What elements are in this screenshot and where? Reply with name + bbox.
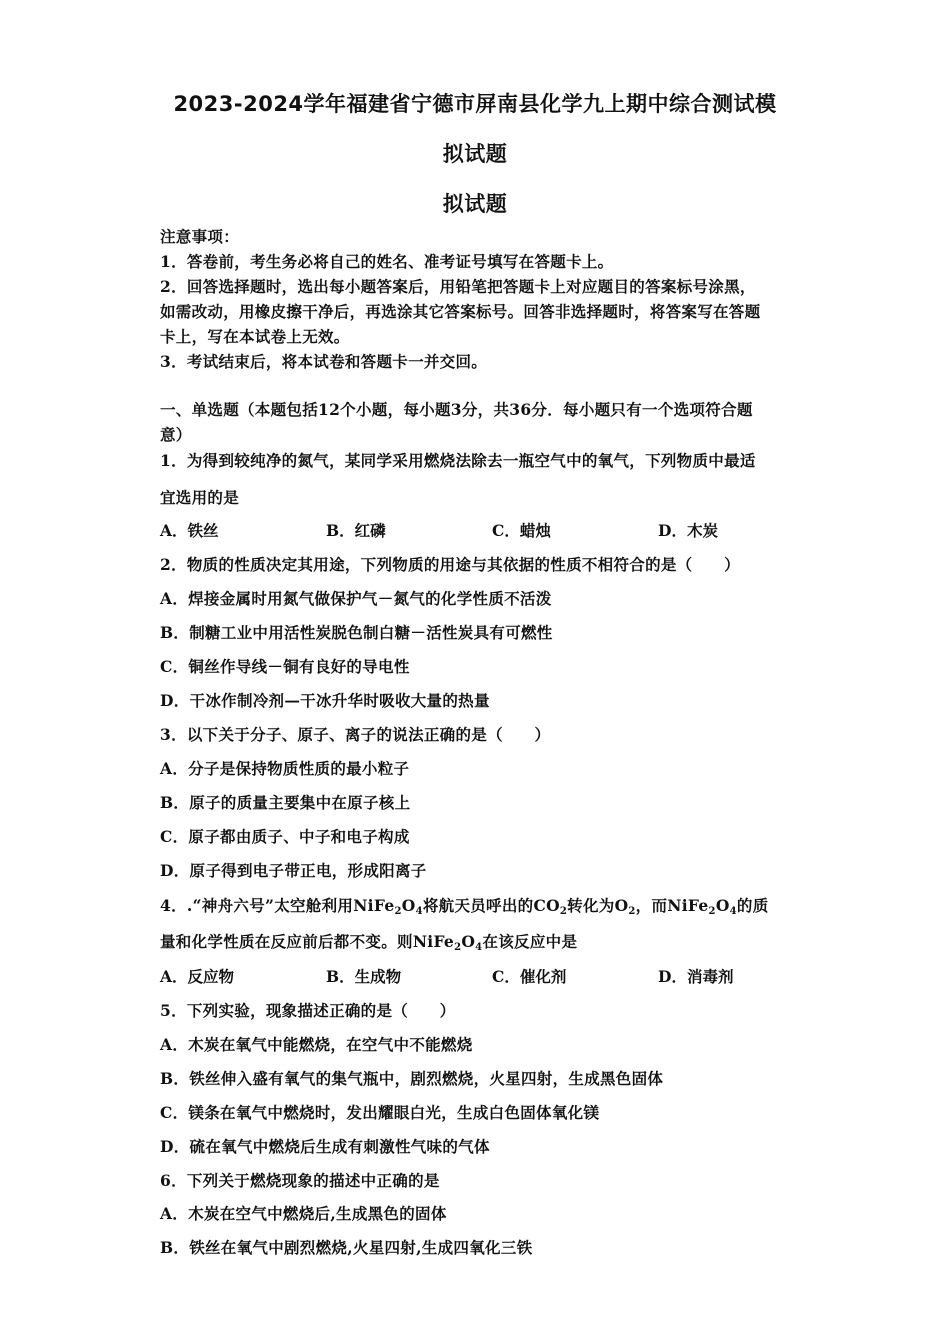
notice-item-2-line-3: 卡上，写在本试卷上无效。 — [160, 327, 350, 346]
exam-title-line-1: 2023-2024学年福建省宁德市屏南县化学九上期中综合测试模 — [173, 92, 777, 116]
q5-option-c: C．镁条在氧气中燃烧时，发出耀眼白光，生成白色固体氧化镁 — [160, 1103, 600, 1122]
exam-title-line-3: 拟试题 — [442, 192, 508, 216]
q6-stem: 6．下列关于燃烧现象的描述中正确的是 — [160, 1171, 440, 1190]
q5-stem: 5．下列实验，现象描述正确的是（ ） — [160, 1001, 456, 1020]
q4-option-d: D．消毒剂 — [658, 967, 734, 986]
q1-stem-line-2: 宜选用的是 — [160, 488, 240, 507]
q1-stem-line-1: 1．为得到较纯净的氮气，某同学采用燃烧法除去一瓶空气中的氧气，下列物质中最适 — [160, 451, 756, 470]
notice-item-3: 3．考试结束后，将本试卷和答题卡一并交回。 — [160, 352, 488, 371]
exam-title-line-2: 拟试题 — [442, 142, 508, 166]
q5-option-d: D．硫在氧气中燃烧后生成有刺激性气味的气体 — [160, 1137, 490, 1156]
section-heading-line-2: 意） — [160, 425, 192, 444]
notice-item-2-line-1: 2．回答选择题时，选出每小题答案后，用铅笔把答题卡上对应题目的答案标号涂黑， — [160, 277, 756, 296]
q1-option-c: C．蜡烛 — [492, 521, 551, 540]
q5-option-b: B．铁丝伸入盛有氧气的集气瓶中，剧烈燃烧，火星四射，生成黑色固体 — [160, 1069, 664, 1088]
q6-option-a: A．木炭在空气中燃烧后,生成黑色的固体 — [160, 1204, 447, 1223]
notice-item-2-line-2: 如需改动，用橡皮擦干净后，再选涂其它答案标号。回答非选择题时，将答案写在答题 — [160, 302, 761, 321]
q2-option-a: A．焊接金属时用氮气做保护气－氮气的化学性质不活泼 — [160, 589, 552, 608]
q5-option-a: A．木炭在氧气中能燃烧，在空气中不能燃烧 — [160, 1035, 473, 1054]
q2-option-b: B．制糖工业中用活性炭脱色制白糖－活性炭具有可燃性 — [160, 623, 553, 642]
q3-stem: 3．以下关于分子、原子、离子的说法正确的是（ ） — [160, 725, 551, 744]
q2-option-c: C．铜丝作导线－铜有良好的导电性 — [160, 657, 410, 676]
notice-item-1: 1．答卷前，考生务必将自己的姓名、准考证号填写在答题卡上。 — [160, 252, 614, 271]
q1-option-a: A．铁丝 — [160, 521, 219, 540]
q6-option-b: B．铁丝在氧气中剧烈燃烧,火星四射,生成四氧化三铁 — [160, 1238, 533, 1257]
notice-heading: 注意事项： — [160, 227, 240, 246]
q4-stem-line-2: 量和化学性质在反应前后都不变。则$NiFe_2O_4$在该反应中是 — [160, 932, 578, 953]
q4-option-b: B．生成物 — [326, 967, 402, 986]
q1-option-d: D．木炭 — [658, 521, 718, 540]
q3-option-a: A．分子是保持物质性质的最小粒子 — [160, 759, 410, 778]
q1-option-b: B．红磷 — [326, 521, 386, 540]
q4-stem-line-1: 4．.“神舟六号”太空舱利用$NiFe_2O_4$将航天员呼出的$CO_2$转化为$O_2$，而$NiFe_2O_4$的质 — [160, 896, 769, 917]
q4-option-a: A．反应物 — [160, 967, 235, 986]
q3-option-c: C．原子都由质子、中子和电子构成 — [160, 827, 410, 846]
q2-stem: 2．物质的性质决定其用途，下列物质的用途与其依据的性质不相符合的是（ ） — [160, 555, 740, 574]
q4-option-c: C．催化剂 — [492, 967, 567, 986]
q2-option-d: D．干冰作制冷剂—干冰升华时吸收大量的热量 — [160, 691, 490, 710]
q3-option-b: B．原子的质量主要集中在原子核上 — [160, 793, 411, 812]
section-heading-line-1: 一、单选题（本题包括12个小题，每小题3分，共36分．每小题只有一个选项符合题 — [160, 400, 753, 419]
q3-option-d: D．原子得到电子带正电，形成阳离子 — [160, 861, 427, 880]
